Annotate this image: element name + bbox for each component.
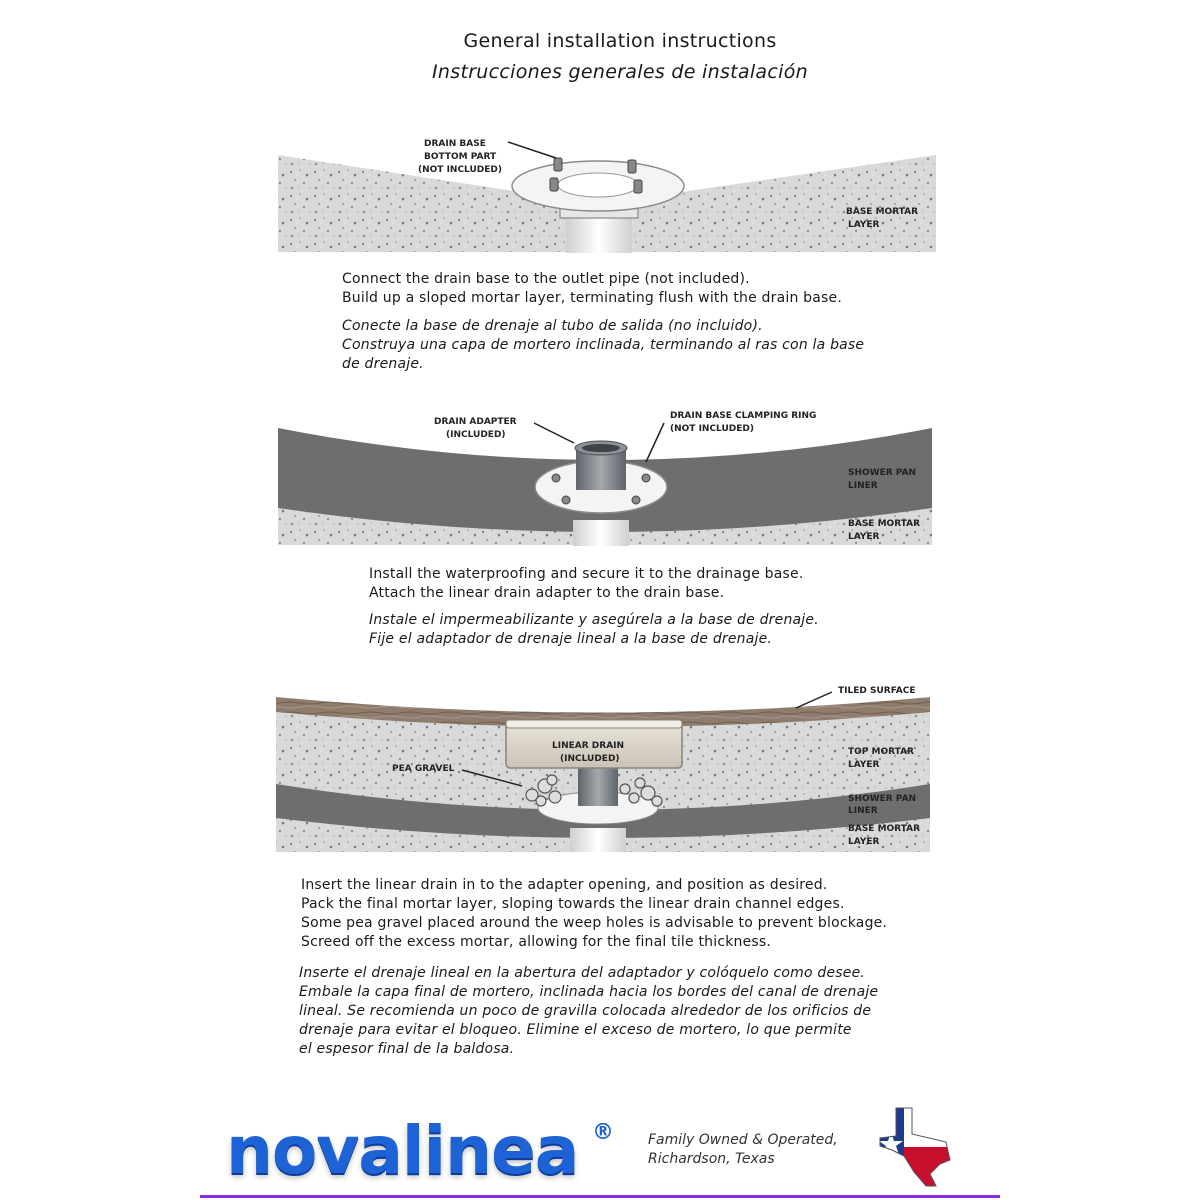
step2-leader-ring [646,423,664,462]
step3-label-liner-2: LINER [848,806,878,816]
step2-diagram [278,411,932,546]
bottom-accent-bar [200,1195,1000,1198]
step3-label-linear-2: (INCLUDED) [560,754,620,764]
step2-en-line2: Attach the linear drain adapter to the drain base. [369,585,725,601]
title-spanish: Instrucciones generales de instalación [432,61,808,83]
tagline-line2: Richardson, Texas [648,1151,775,1167]
step3-es-line1: Inserte el drenaje lineal en la abertura del adaptador y colóquelo como desee. [299,965,866,981]
step2-es-line2: Fije el adaptador de drenaje lineal a la base de drenaje. [369,631,773,647]
step2-en-line1: Install the waterproofing and secure it to the drainage base. [369,566,804,582]
step2-label-adapter-2: (INCLUDED) [446,430,506,440]
step2-label-mortar-1: BASE MORTAR [848,519,921,529]
step1-label-drain-base-3: (NOT INCLUDED) [418,165,502,175]
step3-text-en [301,876,887,952]
company-tagline [648,1131,838,1169]
step3-en-line2: Pack the final mortar layer, sloping towards the linear drain channel edges. [301,896,845,912]
step2-label-liner-1: SHOWER PAN [848,468,917,478]
step2-es-line1: Instale el impermeabilizante y asegúrela a la base de drenaje. [369,612,819,628]
step3-text-es [299,964,878,1059]
step3-es-line3: lineal. Se recomienda un poco de gravilla colocada alrededor de los orificios de [299,1003,872,1019]
step2-text-en [369,565,803,603]
step3-es-line4: drenaje para evitar el bloqueo. Elimine el exceso de mortero, lo que permite [299,1022,852,1038]
step3-label-tiled: TILED SURFACE [838,686,916,696]
step2-label-ring-2: (NOT INCLUDED) [670,424,754,434]
step3-label-gravel: PEA GRAVEL [392,764,455,774]
step2-label-adapter-1: DRAIN ADAPTER [434,417,517,427]
step2-leader-adapter [534,423,574,443]
novalinea-logo: novalinea [226,1112,579,1189]
step1-label-drain-base-1: DRAIN BASE [424,139,486,149]
step1-label-drain-base-2: BOTTOM PART [424,152,497,162]
step3-label-top-mortar-1: TOP MORTAR [848,747,914,757]
texas-flag-icon [878,1104,954,1190]
step1-en-line1: Connect the drain base to the outlet pipe (not included). [342,271,750,287]
step3-label-liner-1: SHOWER PAN [848,794,917,804]
step3-label-mortar-2: LAYER [848,837,880,847]
registered-mark: ® [592,1120,614,1145]
step3-label-mortar-1: BASE MORTAR [848,824,921,834]
title-english: General installation instructions [463,30,777,52]
step3-linear-drain-top [506,720,682,728]
step1-label-mortar-2: LAYER [848,220,880,230]
step1-en-line2: Build up a sloped mortar layer, terminating flush with the drain base. [342,290,843,306]
step1-es-line2: Construya una capa de mortero inclinada, terminando al ras con la base [342,337,865,353]
step3-en-line4: Screed off the excess mortar, allowing for the final tile thickness. [301,934,772,950]
step1-text-es [342,317,864,374]
step1-text-en [342,270,842,308]
step1-label-mortar-1: BASE MORTAR [846,207,919,217]
step2-outlet-pipe [573,520,629,546]
step3-es-line5: el espesor final de la baldosa. [299,1041,515,1057]
step2-drain-adapter-opening [582,444,620,452]
step2-text-es [369,611,819,649]
step1-flange-opening [558,173,638,197]
step3-en-line3: Some pea gravel placed around the weep holes is advisable to prevent blockage. [301,915,888,931]
step1-es-line1: Conecte la base de drenaje al tubo de salida (no incluido). [342,318,763,334]
tagline-line1: Family Owned & Operated, [648,1132,838,1148]
step3-label-top-mortar-2: LAYER [848,760,880,770]
step2-label-ring-1: DRAIN BASE CLAMPING RING [670,411,817,421]
step1-diagram [278,139,936,253]
step2-label-mortar-2: LAYER [848,532,880,542]
step3-diagram [276,686,930,852]
step3-es-line2: Embale la capa final de mortero, inclinada hacia los bordes del canal de drenaje [299,984,879,1000]
step2-label-liner-2: LINER [848,481,878,491]
step3-label-linear-1: LINEAR DRAIN [552,741,625,751]
step3-outlet-pipe [570,828,626,852]
step1-leader-line [508,142,556,158]
step1-es-line3: de drenaje. [342,356,424,372]
step3-en-line1: Insert the linear drain in to the adapter opening, and position as desired. [301,877,828,893]
